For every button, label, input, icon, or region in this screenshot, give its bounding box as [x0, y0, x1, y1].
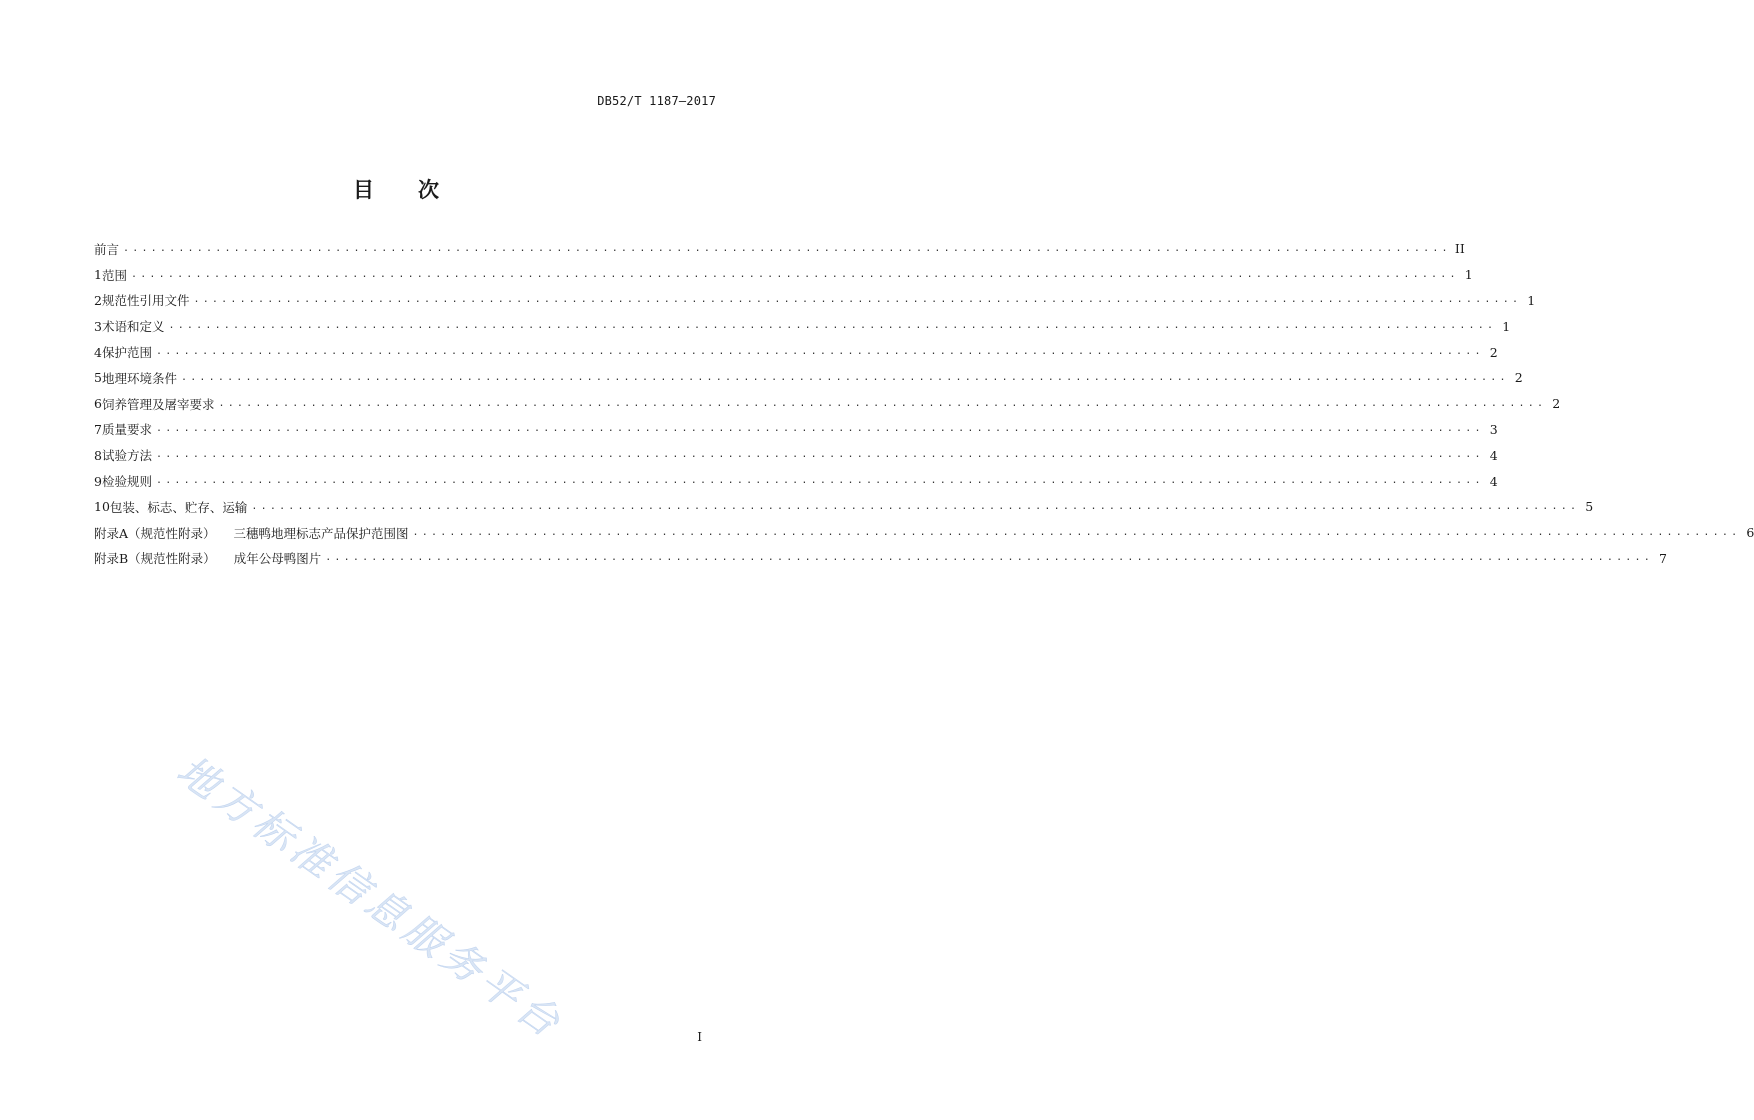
toc-entry-page: 5	[1585, 499, 1594, 515]
dot-leader: ................................................................................................................................................	[193, 294, 1522, 306]
toc-entry-number: 9	[94, 473, 102, 489]
toc-entry[interactable]	[94, 236, 1465, 262]
table-of-contents	[94, 236, 1754, 571]
toc-entry-number: 3	[94, 318, 102, 334]
page-number: I	[697, 1030, 702, 1044]
toc-entry[interactable]	[94, 262, 1473, 288]
toc-entry-number: 2	[94, 292, 102, 308]
toc-entry-number: 1	[94, 267, 102, 283]
toc-entry[interactable]	[94, 288, 1536, 314]
toc-entry[interactable]	[94, 417, 1498, 443]
toc-entry[interactable]	[94, 313, 1511, 339]
toc-entry-number: 8	[94, 447, 102, 463]
toc-entry-number: 5	[94, 370, 102, 386]
title-part-2: 次	[418, 178, 439, 202]
toc-entry[interactable]	[94, 468, 1498, 494]
toc-entry-number: 10	[94, 499, 110, 515]
watermark: 地方标准信息服务平台	[168, 747, 572, 1049]
toc-entry[interactable]	[94, 494, 1594, 520]
dot-leader: ................................................................................................................................................	[412, 526, 1741, 538]
dot-leader: ................................................................................................................................................	[155, 346, 1484, 358]
toc-entry-number: 4	[94, 344, 102, 360]
title-part-1: 目	[353, 178, 374, 202]
toc-entry-label: 质量要求	[101, 422, 152, 438]
toc-entry[interactable]	[94, 442, 1498, 468]
toc-entry-number: 7	[94, 421, 102, 437]
toc-entry-page: 2	[1514, 370, 1523, 386]
toc-entry-label: 检验规则	[101, 474, 152, 490]
dot-leader: ................................................................................................................................................	[123, 242, 1451, 254]
toc-entry-page: 7	[1659, 550, 1667, 566]
appendix-title: 成年公母鸭图片	[233, 551, 322, 567]
toc-entry[interactable]	[94, 546, 1667, 572]
toc-entry[interactable]	[94, 365, 1523, 391]
toc-entry-label: 包装、标志、贮存、运输	[109, 499, 248, 515]
toc-entry-label: 术语和定义	[101, 319, 165, 335]
toc-entry-label	[94, 524, 409, 542]
toc-entry-label: 饲养管理及屠宰要求	[101, 396, 215, 412]
toc-entry-page: 2	[1552, 396, 1561, 412]
appendix-label: 附录B（规范性附录）	[94, 551, 216, 567]
dot-leader: ................................................................................................................................................	[155, 475, 1484, 487]
document-code: DB52/T 1187—2017	[597, 94, 716, 108]
dot-leader: ................................................................................................................................................	[180, 371, 1509, 383]
toc-entry-page: 1	[1527, 292, 1536, 308]
toc-entry-page: 4	[1489, 473, 1498, 489]
toc-entry[interactable]	[94, 339, 1498, 365]
dot-leader: ................................................................................................................................................	[155, 449, 1484, 461]
dot-leader: ................................................................................................................................................	[251, 500, 1580, 512]
dot-leader: ................................................................................................................................................	[218, 397, 1547, 409]
appendix-title: 三穗鸭地理标志产品保护范围图	[233, 525, 409, 541]
toc-entry-page: 2	[1489, 344, 1498, 360]
toc-entry-page: 6	[1746, 525, 1754, 541]
toc-entry-label	[94, 549, 321, 567]
toc-entry-page: 4	[1489, 447, 1498, 463]
toc-entry-label: 地理环境条件	[101, 370, 177, 386]
toc-entry-label: 范围	[101, 267, 127, 283]
appendix-label: 附录A（规范性附录）	[94, 525, 216, 541]
toc-entry-page: 1	[1464, 267, 1473, 283]
toc-entry-page: II	[1454, 241, 1465, 257]
page-title	[0, 174, 792, 204]
toc-entry-page: 1	[1502, 318, 1511, 334]
toc-entry[interactable]	[94, 391, 1561, 417]
dot-leader: ................................................................................................................................................	[130, 268, 1459, 280]
dot-leader: ................................................................................................................................................	[168, 320, 1497, 332]
toc-entry-label: 保护范围	[101, 345, 152, 361]
toc-entry-page: 3	[1489, 421, 1498, 437]
toc-entry-number: 6	[94, 396, 102, 412]
dot-leader: ................................................................................................................................................	[325, 552, 1653, 564]
toc-entry-label: 试验方法	[101, 448, 152, 464]
toc-entry[interactable]	[94, 520, 1754, 546]
dot-leader: ................................................................................................................................................	[155, 423, 1484, 435]
toc-entry-label: 前言	[94, 241, 120, 257]
toc-entry-label: 规范性引用文件	[101, 293, 190, 309]
